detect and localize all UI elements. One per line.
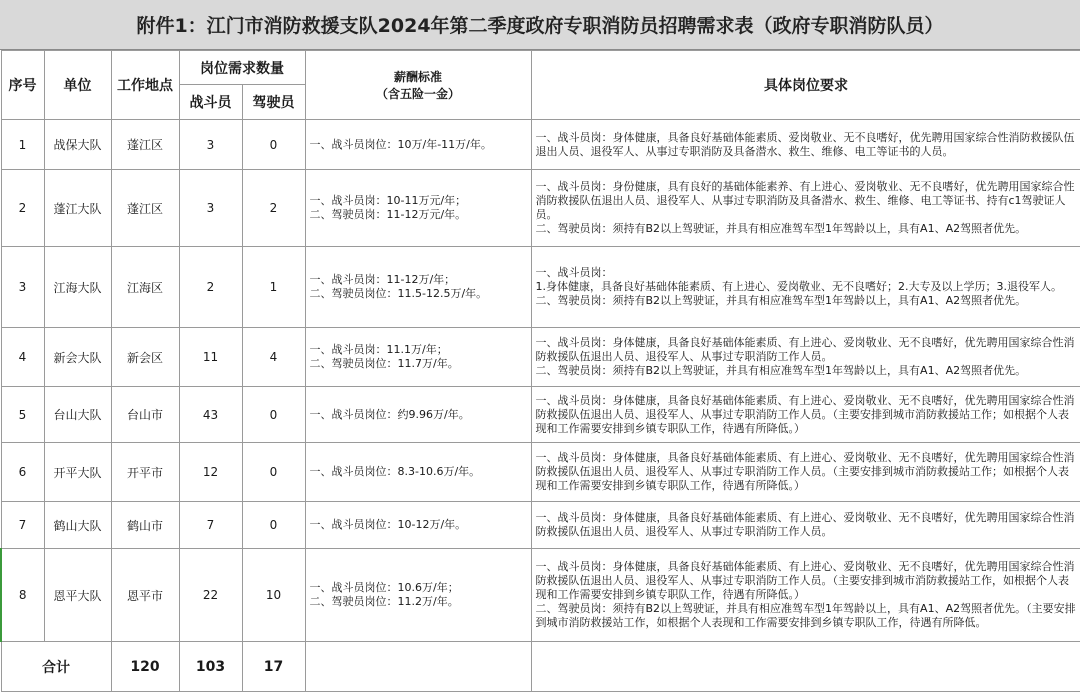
cell-unit: 鹤山大队 xyxy=(44,502,111,549)
cell-driver: 0 xyxy=(242,120,305,170)
recruitment-table xyxy=(0,50,1080,692)
cell-location: 鹤山市 xyxy=(111,502,179,549)
cell-location: 蓬江区 xyxy=(111,120,179,170)
cell-pay: 一、战斗员岗位：10.6万/年； 二、驾驶员岗位：11.2万/年。 xyxy=(305,549,531,642)
cell-pay: 一、战斗员岗位：8.3-10.6万/年。 xyxy=(305,443,531,502)
table-row xyxy=(1,443,1080,502)
cell-index: 3 xyxy=(1,247,44,328)
cell-index: 4 xyxy=(1,328,44,387)
table-row xyxy=(1,549,1080,642)
header-demand-group: 岗位需求数量 xyxy=(179,51,305,85)
cell-requirements: 一、战斗员岗：身份健康，具有良好的基础体能素养、有上进心、爱岗敬业、无不良嗜好，优先聘用国家综合性消防救援队伍退出人员、退役军人、从事过专职消防及具备潜水、救生、维修、电工等证书、持有c1驾驶证人员。 二、驾驶员岗：须持有B2以上驾驶证，并具有相应准驾车型1年驾龄以上，具有A1、A2驾照者优先。 xyxy=(531,170,1080,247)
cell-fighter: 2 xyxy=(179,247,242,328)
header-index: 序号 xyxy=(1,51,44,120)
table-row xyxy=(1,170,1080,247)
cell-driver: 0 xyxy=(242,387,305,443)
cell-fighter: 7 xyxy=(179,502,242,549)
header-unit: 单位 xyxy=(44,51,111,120)
total-fighter: 103 xyxy=(179,642,242,692)
cell-requirements: 一、战斗员岗： 1.身体健康，具备良好基础体能素质、有上进心、爱岗敬业、无不良嗜好；2.大专及以上学历；3.退役军人。 二、驾驶员岗：须持有B2以上驾驶证，并具有相应准驾车型1年驾龄以上，具有A1、A2驾照者优先。 xyxy=(531,247,1080,328)
cell-driver: 2 xyxy=(242,170,305,247)
total-req-empty xyxy=(531,642,1080,692)
cell-fighter: 3 xyxy=(179,170,242,247)
header-requirements: 具体岗位要求 xyxy=(531,51,1080,120)
header-salary-label: 薪酬标准 xyxy=(393,70,442,84)
header-salary-note: （含五险一金） xyxy=(375,87,460,101)
cell-requirements: 一、战斗员岗：身体健康，具备良好基础体能素质、有上进心、爱岗敬业、无不良嗜好，优先聘用国家综合性消防救援队伍退出人员、退役军人、从事过专职消防工作人员。（主要安排到城市消防救援站工作；如根据个人表现和工作需要安排到乡镇专职队工作，待遇有所降低。） xyxy=(531,443,1080,502)
cell-requirements: 一、战斗员岗：身体健康，具备良好基础体能素质、爱岗敬业、无不良嗜好，优先聘用国家综合性消防救援队伍退出人员、退役军人、从事过专职消防及具备潜水、救生、维修、电工等证书的人员。 xyxy=(531,120,1080,170)
header-fighter: 战斗员 xyxy=(179,85,242,120)
cell-index: 2 xyxy=(1,170,44,247)
cell-unit: 江海大队 xyxy=(44,247,111,328)
cell-driver: 0 xyxy=(242,502,305,549)
cell-driver: 10 xyxy=(242,549,305,642)
cell-index: 7 xyxy=(1,502,44,549)
cell-pay: 一、战斗员岗：11.1万/年； 二、驾驶员岗位：11.7万/年。 xyxy=(305,328,531,387)
cell-location: 台山市 xyxy=(111,387,179,443)
cell-unit: 台山大队 xyxy=(44,387,111,443)
cell-location: 江海区 xyxy=(111,247,179,328)
cell-index: 6 xyxy=(1,443,44,502)
cell-location: 蓬江区 xyxy=(111,170,179,247)
header-driver: 驾驶员 xyxy=(242,85,305,120)
cell-driver: 1 xyxy=(242,247,305,328)
cell-unit: 战保大队 xyxy=(44,120,111,170)
table-row xyxy=(1,502,1080,549)
total-driver: 17 xyxy=(242,642,305,692)
cell-fighter: 11 xyxy=(179,328,242,387)
total-row xyxy=(1,642,1080,692)
cell-index: 8 xyxy=(1,549,44,642)
cell-unit: 蓬江大队 xyxy=(44,170,111,247)
sheet-title: 附件1：江门市消防救援支队2024年第二季度政府专职消防员招聘需求表（政府专职消防队员） xyxy=(0,0,1080,50)
table-header xyxy=(1,51,1080,120)
cell-index: 5 xyxy=(1,387,44,443)
cell-driver: 4 xyxy=(242,328,305,387)
cell-location: 开平市 xyxy=(111,443,179,502)
cell-requirements: 一、战斗员岗：身体健康，具备良好基础体能素质、有上进心、爱岗敬业、无不良嗜好，优先聘用国家综合性消防救援队伍退出人员、退役军人、从事过专职消防工作人员。（主要安排到城市消防救援站工作；如根据个人表现和工作需要安排到乡镇专职队工作，待遇有所降低。） xyxy=(531,387,1080,443)
cell-unit: 开平大队 xyxy=(44,443,111,502)
cell-fighter: 12 xyxy=(179,443,242,502)
total-sum: 120 xyxy=(111,642,179,692)
cell-pay: 一、战斗员岗位：10-12万/年。 xyxy=(305,502,531,549)
cell-pay: 一、战斗员岗位：约9.96万/年。 xyxy=(305,387,531,443)
total-pay-empty xyxy=(305,642,531,692)
header-location: 工作地点 xyxy=(111,51,179,120)
table-row xyxy=(1,120,1080,170)
cell-pay: 一、战斗员岗：11-12万/年； 二、驾驶员岗位：11.5-12.5万/年。 xyxy=(305,247,531,328)
cell-requirements: 一、战斗员岗：身体健康，具备良好基础体能素质、有上进心、爱岗敬业、无不良嗜好，优先聘用国家综合性消防救援队伍退出人员、退役军人、从事过专职消防工作人员。 xyxy=(531,502,1080,549)
cell-requirements: 一、战斗员岗：身体健康，具备良好基础体能素质、有上进心、爱岗敬业、无不良嗜好，优先聘用国家综合性消防救援队伍退出人员、退役军人、从事过专职消防工作人员。（主要安排到城市消防救援站工作，如根据个人表现和工作需要安排到乡镇专职队工作，待遇有所降低。） 二、驾驶员岗：须持有B2以上驾驶证，并具有相应准驾车型1年驾龄以上，具有A1、A2驾照者优先。（主要安排到城市消防救援站工作，如根据个人表现和工作需要安排到乡镇专职队工作，待遇有所降低。 xyxy=(531,549,1080,642)
total-label: 合计 xyxy=(1,642,111,692)
table-row xyxy=(1,247,1080,328)
cell-fighter: 3 xyxy=(179,120,242,170)
cell-unit: 新会大队 xyxy=(44,328,111,387)
cell-location: 新会区 xyxy=(111,328,179,387)
cell-pay: 一、战斗员岗：10-11万元/年； 二、驾驶员岗：11-12万元/年。 xyxy=(305,170,531,247)
cell-index: 1 xyxy=(1,120,44,170)
cell-location: 恩平市 xyxy=(111,549,179,642)
cell-pay: 一、战斗员岗位：10万/年-11万/年。 xyxy=(305,120,531,170)
table-row xyxy=(1,328,1080,387)
table-row xyxy=(1,387,1080,443)
cell-fighter: 43 xyxy=(179,387,242,443)
cell-requirements: 一、战斗员岗：身体健康，具备良好基础体能素质、有上进心、爱岗敬业、无不良嗜好，优先聘用国家综合性消防救援队伍退出人员、退役军人、从事过专职消防工作人员。 二、驾驶员岗：须持有B2以上驾驶证，并具有相应准驾车型1年驾龄以上，具有A1、A2驾照者优先。 xyxy=(531,328,1080,387)
cell-fighter: 22 xyxy=(179,549,242,642)
cell-driver: 0 xyxy=(242,443,305,502)
cell-unit: 恩平大队 xyxy=(44,549,111,642)
header-salary xyxy=(305,51,531,120)
